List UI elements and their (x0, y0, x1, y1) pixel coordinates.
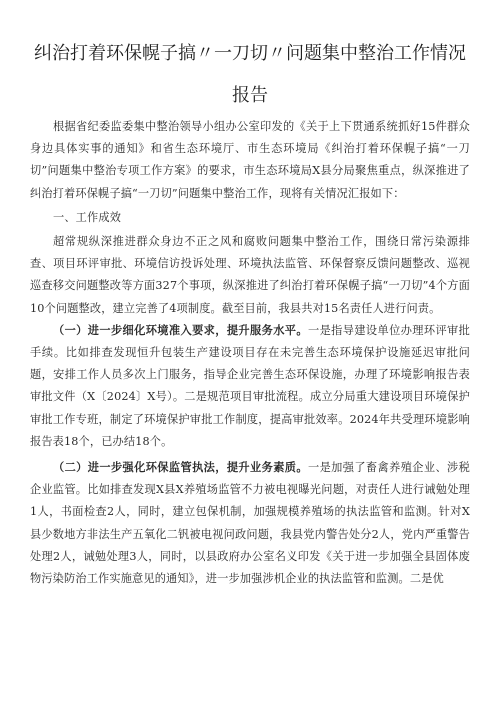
summary-paragraph: 超常规纵深推进群众身边不正之风和腐败问题集中整治工作，围绕日常污染源排查、项目环评审批、环境信访投诉处理、环境执法监管、环保督察反馈问题整改、巡视巡查移交问题整改等方面327个事项，纵深推进了纠治打着环保幌子搞“一刀切”4个方面10个问题整改，建立完善了4项制度。截至目前，我县共对15名责任人进行问责。 (30, 235, 470, 315)
title-line-2: 报告 (232, 85, 268, 106)
subsection-1-text: 一是指导建设单位办理环评审批手续。比如排查发现恒升包装生产建设项目存在未完善生态环境保护设施延迟审批问题，安排工作人员多次上门服务，指导企业完善生态环保设施，办理了环境影响报告表审批文件（X〔2024〕X号）。二是规范项目审批流程。成立分局重大建设项目环境保护审批工作专班，制定了环境保护审批工作制度，提高审批效率。2024年共受理环境影响报告表18个，已办结18个。 (30, 323, 470, 448)
subsection-1-paragraph (30, 320, 470, 453)
subsection-2-paragraph (30, 457, 470, 590)
intro-paragraph: 根据省纪委监委集中整治领导小组办公室印发的《关于上下贯通系统抓好15件群众身边具体实事的通知》和省生态环境厅、市生态环境局《纠治打着环保幌子搞“一刀切”问题集中整治专项工作方案》的要求，市生态环境局X县分局聚焦重点，纵深推进了纠治打着环保幌子搞“一刀切”问题集中整治工作，现将有关情况汇报如下： (30, 120, 470, 200)
subsection-2-heading: （二）进一步强化环保监管执法，提升业务素质。 (53, 461, 308, 475)
section-heading-achievements: 一、工作成效 (53, 210, 122, 224)
document-body (30, 116, 470, 590)
subsection-2-text: 一是加强了畜禽养殖企业、涉税企业监管。比如排查发现X县X养殖场监管不力被电视曝光问题，对责任人进行诫勉处理1人，书面检查2人，同时，建立包保机制，加强规模养殖场的执法监管和监测。针对X县少数地方非法生产五氧化二钒被电视问政问题，我县党内警告处分2人，党内严重警告处理2人，诫勉处理3人，同时，以县政府办公室名义印发《关于进一步加强全县固体废物污染防治工作实施意见的通知》，进一步加强涉机企业的执法监管和监测。二是优 (30, 461, 470, 586)
document-title (30, 0, 470, 108)
title-line-1: 纠治打着环保幌子搞〃一刀切〃问题集中整治工作情况 (34, 43, 466, 64)
subsection-1-heading: （一）进一步细化环境准入要求，提升服务水平。 (53, 323, 308, 337)
